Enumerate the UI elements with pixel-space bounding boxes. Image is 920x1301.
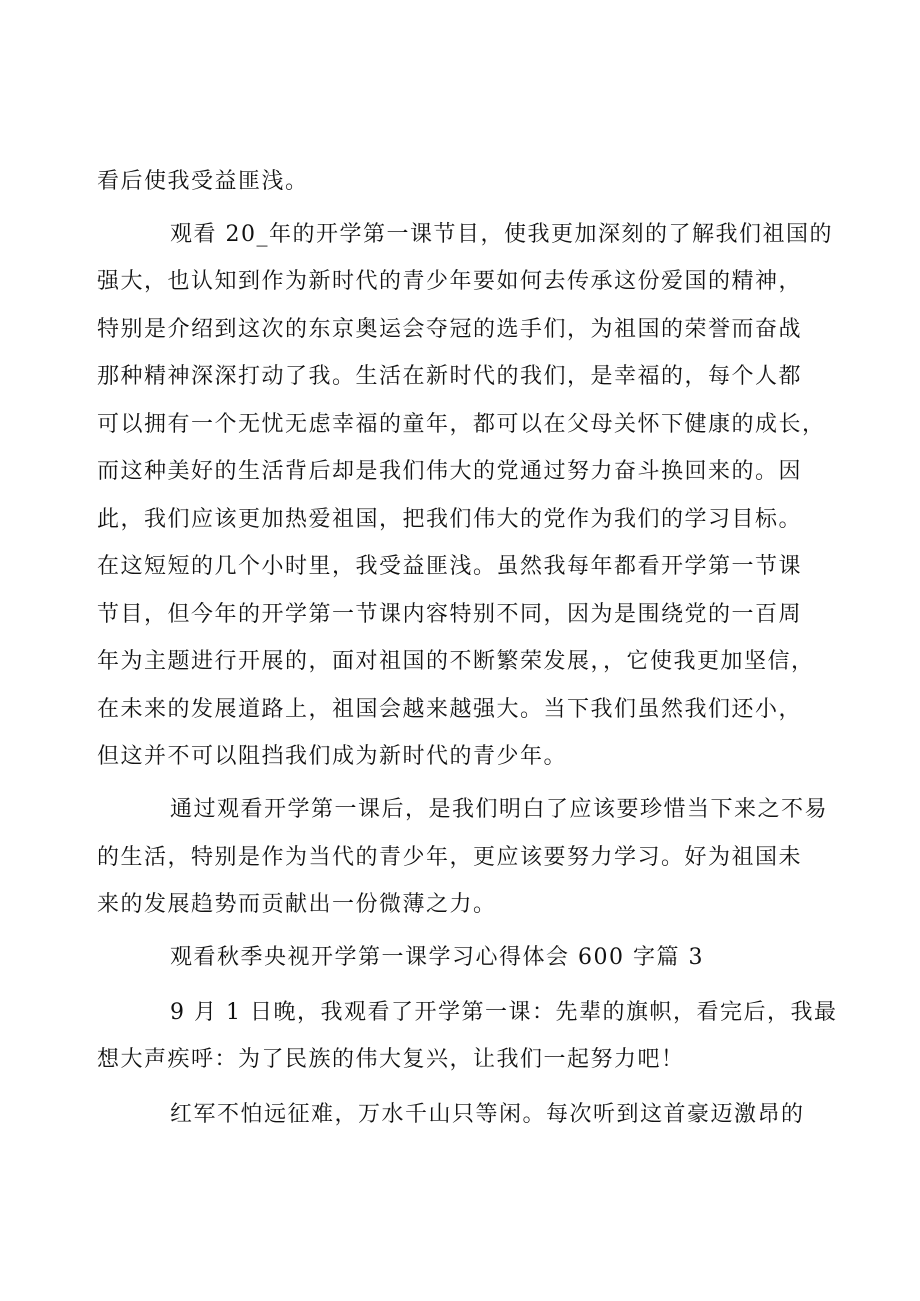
text-line: 通过观看开学第一课后，是我们明白了应该要珍惜当下来之不易 xyxy=(170,797,829,822)
text-line: 想大声疾呼：为了民族的伟大复兴，让我们一起努力吧！ xyxy=(97,1047,685,1072)
text-line: 观看 20_年的开学第一课节目，使我更加深刻的了解我们祖国的 xyxy=(170,222,833,247)
text-line: 看后使我受益匪浅。 xyxy=(97,169,309,194)
text-line: 在这短短的几个小时里，我受益匪浅。虽然我每年都看开学第一节课 xyxy=(97,554,803,579)
text-line: 那种精神深深打动了我。生活在新时代的我们，是幸福的，每个人都 xyxy=(97,364,803,389)
text-line: 可以拥有一个无忧无虑幸福的童年，都可以在父母关怀下健康的成长， xyxy=(97,412,826,437)
text-line: 而这种美好的生活背后却是我们伟大的党通过努力奋斗换回来的。因 xyxy=(97,459,803,484)
text-line: 来的发展趋势而贡献出一份微薄之力。 xyxy=(97,892,497,917)
text-line: 9 月 1 日晚，我观看了开学第一课：先辈的旗帜，看完后，我最 xyxy=(170,1000,838,1025)
text-line: 但这并不可以阻挡我们成为新时代的青少年。 xyxy=(97,744,568,769)
text-line: 此，我们应该更加热爱祖国，把我们伟大的党作为我们的学习目标。 xyxy=(97,507,803,532)
text-line: 红军不怕远征难，万水千山只等闲。每次听到这首豪迈激昂的 xyxy=(170,1102,805,1127)
section-heading: 观看秋季央视开学第一课学习心得体会 600 字篇 3 xyxy=(170,945,704,970)
text-line: 的生活，特别是作为当代的青少年，更应该要努力学习。好为祖国未 xyxy=(97,845,803,870)
text-line: 在未来的发展道路上，祖国会越来越强大。当下我们虽然我们还小， xyxy=(97,697,803,722)
text-line: 特别是介绍到这次的东京奥运会夺冠的选手们，为祖国的荣誉而奋战 xyxy=(97,317,803,342)
text-line: 节目，但今年的开学第一节课内容特别不同，因为是围绕党的一百周 xyxy=(97,602,803,627)
text-line: 强大，也认知到作为新时代的青少年要如何去传承这份爱国的精神， xyxy=(97,269,803,294)
text-line: 年为主题进行开展的，面对祖国的不断繁荣发展，，它使我更加坚信， xyxy=(97,649,815,674)
